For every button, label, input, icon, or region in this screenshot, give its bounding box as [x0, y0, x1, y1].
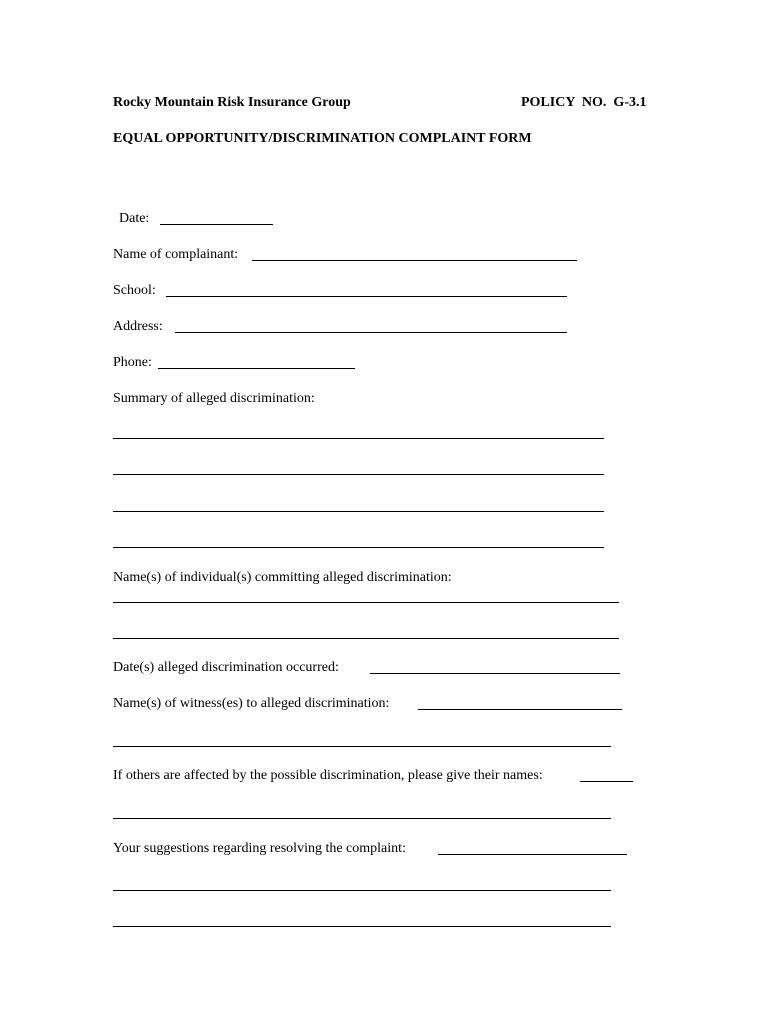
address-label: Address: [113, 319, 163, 334]
individuals-line[interactable] [113, 638, 619, 639]
complainant-label: Name of complainant: [113, 247, 239, 262]
individuals-line[interactable] [113, 602, 619, 603]
date-field[interactable] [160, 224, 273, 225]
phone-field[interactable] [158, 368, 355, 369]
witnesses-line[interactable] [113, 746, 611, 747]
address-field[interactable] [175, 332, 567, 333]
suggestions-line[interactable] [113, 926, 611, 927]
summary-line[interactable] [113, 511, 604, 512]
others-affected-field[interactable] [580, 781, 633, 782]
form-title: EQUAL OPPORTUNITY/DISCRIMINATION COMPLAINT FORM [113, 131, 532, 146]
summary-line[interactable] [113, 474, 604, 475]
summary-line[interactable] [113, 547, 604, 548]
school-field[interactable] [166, 296, 567, 297]
suggestions-label: Your suggestions regarding resolving the complaint: [113, 841, 406, 856]
others-affected-label: If others are affected by the possible discrimination, please give their names: [113, 768, 543, 783]
complainant-field[interactable] [252, 260, 577, 261]
others-affected-line[interactable] [113, 818, 611, 819]
summary-label: Summary of alleged discrimination: [113, 391, 315, 406]
date-label: Date: [119, 211, 150, 226]
suggestions-line[interactable] [113, 890, 611, 891]
phone-label: Phone: [113, 355, 152, 370]
witnesses-label: Name(s) of witness(es) to alleged discrimination: [113, 696, 390, 711]
witnesses-field[interactable] [418, 709, 622, 710]
dates-occurred-field[interactable] [370, 673, 620, 674]
school-label: School: [113, 283, 156, 298]
suggestions-field[interactable] [438, 854, 627, 855]
individuals-label: Name(s) of individual(s) committing alleged discrimination: [113, 570, 452, 585]
dates-occurred-label: Date(s) alleged discrimination occurred: [113, 660, 339, 675]
policy-number: POLICY NO. G-3.1 [521, 95, 647, 110]
organization-name: Rocky Mountain Risk Insurance Group [113, 95, 351, 110]
summary-line[interactable] [113, 438, 604, 439]
